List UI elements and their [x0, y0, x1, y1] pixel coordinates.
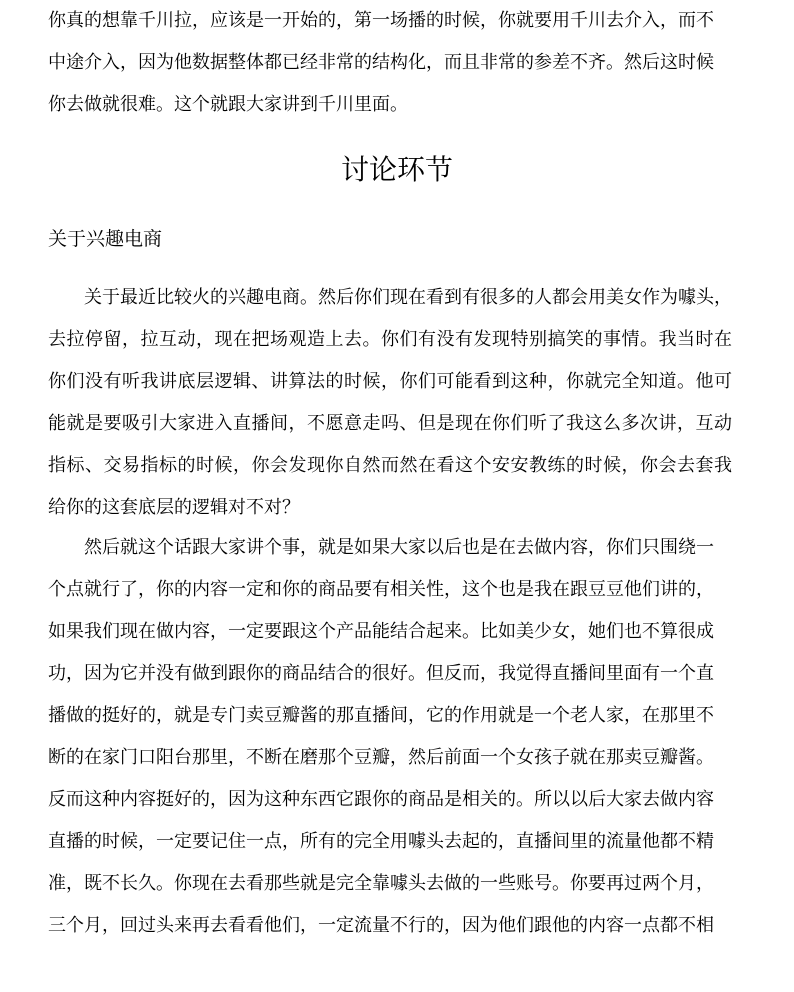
text-line: 中途介入，因为他数据整体都已经非常的结构化，而且非常的参差不齐。然后这时候	[48, 52, 714, 73]
text-line: 给你的这套底层的逻辑对不对？	[48, 497, 300, 518]
text-line: 断的在家门口阳台那里，不断在磨那个豆瓣，然后前面一个女孩子就在那卖豆瓣酱。	[48, 747, 714, 768]
paragraph	[48, 277, 732, 529]
subheading: 关于兴趣电商	[48, 228, 163, 250]
text-line: 你去做就很难。这个就跟大家讲到千川里面。	[48, 94, 408, 115]
text-line: 去拉停留，拉互动，现在把场观造上去。你们有没有发现特别搞笑的事情。我当时在	[48, 329, 732, 350]
intro-paragraph	[48, 0, 714, 126]
text-line: 直播的时候，一定要记住一点，所有的完全用噱头去起的，直播间里的流量他都不精	[48, 831, 714, 852]
section-title: 讨论环节	[340, 153, 453, 186]
text-line: 如果我们现在做内容，一定要跟这个产品能结合起来。比如美少女，她们也不算很成	[48, 621, 714, 642]
text-line: 功，因为它并没有做到跟你的商品结合的很好。但反而，我觉得直播间里面有一个直	[48, 663, 714, 684]
text-line: 关于最近比较火的兴趣电商。然后你们现在看到有很多的人都会用美女作为噱头，	[84, 287, 732, 308]
text-line: 个点就行了，你的内容一定和你的商品要有相关性，这个也是我在跟豆豆他们讲的，	[48, 579, 714, 600]
paragraph	[48, 527, 714, 947]
text-line: 播做的挺好的，就是专门卖豆瓣酱的那直播间，它的作用就是一个老人家，在那里不	[48, 705, 714, 726]
text-line: 你真的想靠千川拉，应该是一开始的，第一场播的时候，你就要用千川去介入，而不	[48, 10, 714, 31]
text-line: 指标、交易指标的时候，你会发现你自然而然在看这个安安教练的时候，你会去套我	[48, 455, 732, 476]
text-line: 你们没有听我讲底层逻辑、讲算法的时候，你们可能看到这种，你就完全知道。他可	[48, 371, 732, 392]
text-line: 三个月，回过头来再去看看他们，一定流量不行的，因为他们跟他的内容一点都不相	[48, 915, 714, 936]
text-line: 准，既不长久。你现在去看那些就是完全靠噱头去做的一些账号。你要再过两个月，	[48, 873, 714, 894]
text-line: 能就是要吸引大家进入直播间，不愿意走吗、但是现在你们听了我这么多次讲，互动	[48, 413, 732, 434]
text-line: 反而这种内容挺好的，因为这种东西它跟你的商品是相关的。所以以后大家去做内容	[48, 789, 714, 810]
text-line: 然后就这个话跟大家讲个事，就是如果大家以后也是在去做内容，你们只围绕一	[84, 537, 714, 558]
